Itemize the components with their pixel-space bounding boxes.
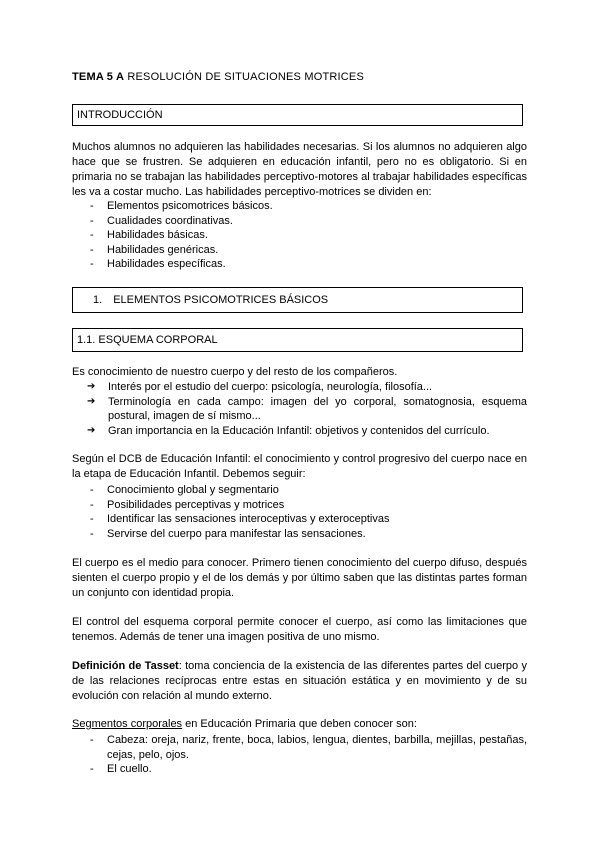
list-item: - El cuello.	[72, 762, 527, 777]
intro-list	[72, 199, 527, 272]
segmentos-text: en Educación Primaria que deben conocer son:	[182, 718, 417, 730]
title-bold: TEMA 5 A	[72, 71, 125, 83]
tasset-paragraph	[72, 659, 527, 704]
list-item: - Habilidades básicas.	[72, 228, 527, 243]
arrow-item: ➔ Interés por el estudio del cuerpo: psicología, neurología, filosofía...	[72, 380, 527, 395]
dcb-paragraph: Según el DCB de Educación Infantil: el conocimiento y control progresivo del cuerpo nace en la etapa de Educación Infantil. Debemos seguir:	[72, 453, 527, 480]
segmentos-paragraph	[72, 717, 527, 732]
esquema-intro: Es conocimiento de nuestro cuerpo y del resto de los compañeros.	[72, 366, 398, 378]
arrow-item: ➔ Gran importancia en la Educación Infantil: objetivos y contenidos del currículo.	[72, 424, 527, 439]
section-box-1-1	[72, 328, 523, 352]
tasset-text: : toma conciencia de la existencia de las diferentes partes del cuerpo y de las relaciones recíprocas entre estas en situación estática y en movimiento y de su evolución con relación al mundo externo.	[72, 660, 527, 702]
title-rest: RESOLUCIÓN DE SITUACIONES MOTRICES	[124, 71, 364, 83]
list-item: - Conocimiento global y segmentario	[72, 483, 527, 498]
section-label: INTRODUCCIÓN	[77, 109, 163, 121]
list-item: - Identificar las sensaciones interoceptivas y exteroceptivas	[72, 512, 527, 527]
esquema-arrow-list	[72, 380, 527, 438]
cuerpo-paragraph: El cuerpo es el medio para conocer. Primero tienen conocimiento del cuerpo difuso, después sienten el cuerpo propio y el de los demás y por último saben que las distintas partes forman un conjunto con identidad propia.	[72, 557, 527, 599]
intro-paragraph: Muchos alumnos no adquieren las habilidades necesarias. Si los alumnos no adquieren algo hace que se frustren. Se adquieren en educación infantil, pero no es obligatorio. Si en primaria no se trabajan las habilidades perceptivo-motores al trabajar habilidades específicas les va a costar mucho. Las habilidades perceptivo-motrices se dividen en:	[72, 141, 527, 198]
section-box-introduccion	[72, 104, 523, 126]
list-item: - Cabeza: oreja, nariz, frente, boca, labios, lengua, dientes, barbilla, mejillas, pestañas, cejas, pelo, ojos.	[72, 733, 527, 762]
segmentos-list	[72, 733, 527, 777]
section-number: 1.	[93, 294, 103, 306]
section-label: 1.1. ESQUEMA CORPORAL	[77, 334, 218, 346]
list-item: - Servirse del cuerpo para manifestar las sensaciones.	[72, 527, 527, 542]
segmentos-term: Segmentos corporales	[72, 718, 183, 730]
list-item: - Posibilidades perceptivas y motrices	[72, 498, 527, 513]
section-box-1	[72, 287, 523, 313]
section-label: ELEMENTOS PSICOMOTRICES BÁSICOS	[113, 294, 329, 306]
dcb-list	[72, 483, 527, 541]
list-item: - Habilidades genéricas.	[72, 243, 527, 258]
arrow-item: ➔ Terminología en cada campo: imagen del yo corporal, somatognosia, esquema postural, imagen de sí mismo...	[72, 395, 527, 424]
list-item: - Habilidades específicas.	[72, 257, 527, 272]
list-item: - Cualidades coordinativas.	[72, 214, 527, 229]
tasset-term: Definición de Tasset	[72, 660, 179, 672]
list-item: - Elementos psicomotrices básicos.	[72, 199, 527, 214]
page-title	[72, 71, 364, 83]
control-paragraph: El control del esquema corporal permite conocer el cuerpo, así como las limitaciones que tenemos. Además de tener una imagen positiva de uno mismo.	[72, 616, 527, 643]
